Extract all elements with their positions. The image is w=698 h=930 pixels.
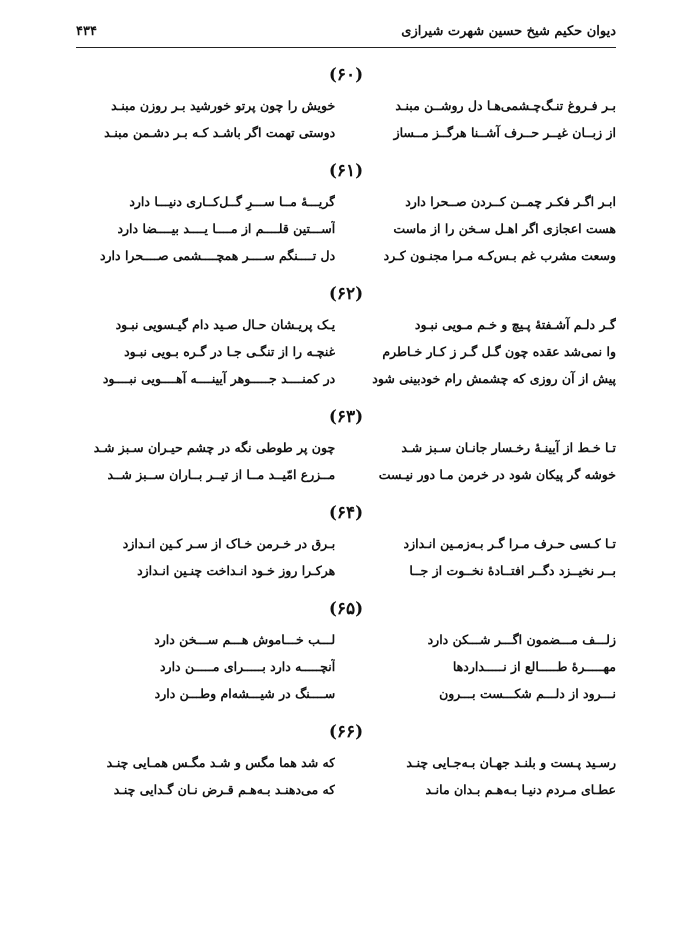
hemistich-first: خوشه گر پیکان شود در خرمن مـا دور نیـست bbox=[378, 467, 616, 482]
couplet bbox=[76, 434, 616, 461]
couplet bbox=[76, 776, 616, 803]
poem-number: (۶۲) bbox=[328, 284, 364, 304]
couplet bbox=[76, 188, 616, 215]
hemistich-second: آنچـــــه دارد بـــــرای مـــــن دارد bbox=[159, 659, 336, 674]
hemistich-second: مــزرع امّیــد مــا از تیــر بــاران ســبز شــد bbox=[107, 467, 336, 482]
book-title: دیوان حکیم شیخ حسین شهرت شیرازی bbox=[401, 24, 616, 39]
poem bbox=[76, 596, 616, 707]
poem bbox=[76, 158, 616, 269]
couplet bbox=[76, 311, 616, 338]
poem bbox=[76, 404, 616, 488]
poem-number: (۶۴) bbox=[328, 503, 364, 523]
couplet bbox=[76, 626, 616, 653]
hemistich-first: عطـای مـردم دنیـا بـه‌هـم بـدان مانـد bbox=[425, 782, 616, 797]
poem-number: (۶۰) bbox=[328, 65, 364, 85]
hemistich-first: نـــرود از دلـــم شکـــست بـــرون bbox=[439, 686, 616, 701]
hemistich-first: از زبــان غیــر حــرف آشــنا هرگــز مــساز bbox=[393, 125, 616, 140]
couplet bbox=[76, 119, 616, 146]
poem-number: (۶۶) bbox=[328, 722, 364, 742]
couplet bbox=[76, 242, 616, 269]
couplet bbox=[76, 653, 616, 680]
poem bbox=[76, 500, 616, 584]
hemistich-second: دوستی تهمت اگر باشـد کـه بـر دشـمن مبنـد bbox=[104, 125, 336, 140]
hemistich-first: گـر دلـم آشـفتۀ پـیچ و خـم مـویی نبـود bbox=[414, 317, 616, 332]
couplet bbox=[76, 530, 616, 557]
running-header bbox=[76, 24, 616, 44]
hemistich-second: آســـتین قلــــم از مــــا یــــد بیــــضا دارد bbox=[117, 221, 336, 236]
hemistich-first: پیش از آن روزی که چشمش رام خودبینی شود bbox=[372, 371, 616, 386]
hemistich-second: که می‌دهنـد بـه‌هـم قـرض نـان گـدایی چنـد bbox=[113, 782, 336, 797]
hemistich-second: لـــب خـــاموش هـــم ســـخن دارد bbox=[154, 632, 336, 647]
hemistich-second: دل تــــنگم ســــر همچــــشمی صــــحرا دارد bbox=[99, 248, 336, 263]
couplet bbox=[76, 365, 616, 392]
hemistich-first: هست اعجازی اگر اهـل سـخن را از ماست bbox=[393, 221, 616, 236]
hemistich-second: ســــنگ در شیـــشه‌ام وطـــن دارد bbox=[154, 686, 336, 701]
hemistich-second: چون پر طوطی نگه در چشم حیـران سـبز شـد bbox=[93, 440, 336, 455]
hemistich-first: مهـــــرۀ طـــــالع از نـــــداردها bbox=[452, 659, 616, 674]
couplet bbox=[76, 92, 616, 119]
hemistich-first: تـا کـسی حـرف مـرا گـر بـه‌زمـین انـدازد bbox=[403, 536, 616, 551]
poem bbox=[76, 62, 616, 146]
hemistich-first: زلـــف مـــضمون اگـــر شـــکن دارد bbox=[427, 632, 616, 647]
couplet bbox=[76, 557, 616, 584]
poem-number: (۶۳) bbox=[328, 407, 364, 427]
hemistich-second: غنچـه را از تنگـی جـا در گـره بـویی نبـود bbox=[124, 344, 336, 359]
hemistich-second: خویش را چون پرتو خورشید بـر روزن مبنـد bbox=[111, 98, 336, 113]
hemistich-first: وا نمی‌شد عقده چون گـل گـر ز کـار خـاطرم bbox=[382, 344, 616, 359]
couplet bbox=[76, 215, 616, 242]
couplet bbox=[76, 680, 616, 707]
hemistich-first: رسـید پـست و بلنـد جهـان بـه‌جـایی چنـد bbox=[406, 755, 616, 770]
poem-number: (۶۱) bbox=[328, 161, 364, 181]
hemistich-first: بــر نخیــزد دگــر افتــادۀ نخــوت از جــا bbox=[409, 563, 616, 578]
poem-number: (۶۵) bbox=[328, 599, 364, 619]
couplet bbox=[76, 461, 616, 488]
hemistich-second: گریـــۀ مــا ســـرِ گــل‌کــاری دنیـــا دارد bbox=[129, 194, 336, 209]
couplet bbox=[76, 749, 616, 776]
hemistich-second: که شد هما مگس و شـد مگـس همـایی چنـد bbox=[106, 755, 336, 770]
hemistich-second: در کمنــــد جـــــوهر آیینــــه آهــــویی نبــــود bbox=[102, 371, 336, 386]
hemistich-first: بـر فـروغ تنـگ‌چـشمی‌هـا دل روشــن مبنـد bbox=[395, 98, 616, 113]
hemistich-second: یـک پریـشان حـال صـید دام گیـسویی نبـود bbox=[115, 317, 336, 332]
header-rule bbox=[76, 47, 616, 48]
hemistich-second: بـرق در خـرمن خـاک از سـر کـین انـدازد bbox=[122, 536, 336, 551]
page-number: ۴۳۴ bbox=[76, 24, 97, 39]
poem bbox=[76, 719, 616, 803]
hemistich-first: وسعت مشرب غم بـس‌کـه مـرا مجنـون کـرد bbox=[383, 248, 616, 263]
poems-content bbox=[76, 62, 616, 803]
hemistich-second: هرکـرا روز خـود انـداخت چنـین انـدازد bbox=[137, 563, 336, 578]
poem bbox=[76, 281, 616, 392]
hemistich-first: تـا خـط از آیینـۀ رخـسار جانـان سـبز شـد bbox=[401, 440, 616, 455]
couplet bbox=[76, 338, 616, 365]
hemistich-first: ابـر اگـر فکـر چمــن کــردن صــحرا دارد bbox=[405, 194, 616, 209]
